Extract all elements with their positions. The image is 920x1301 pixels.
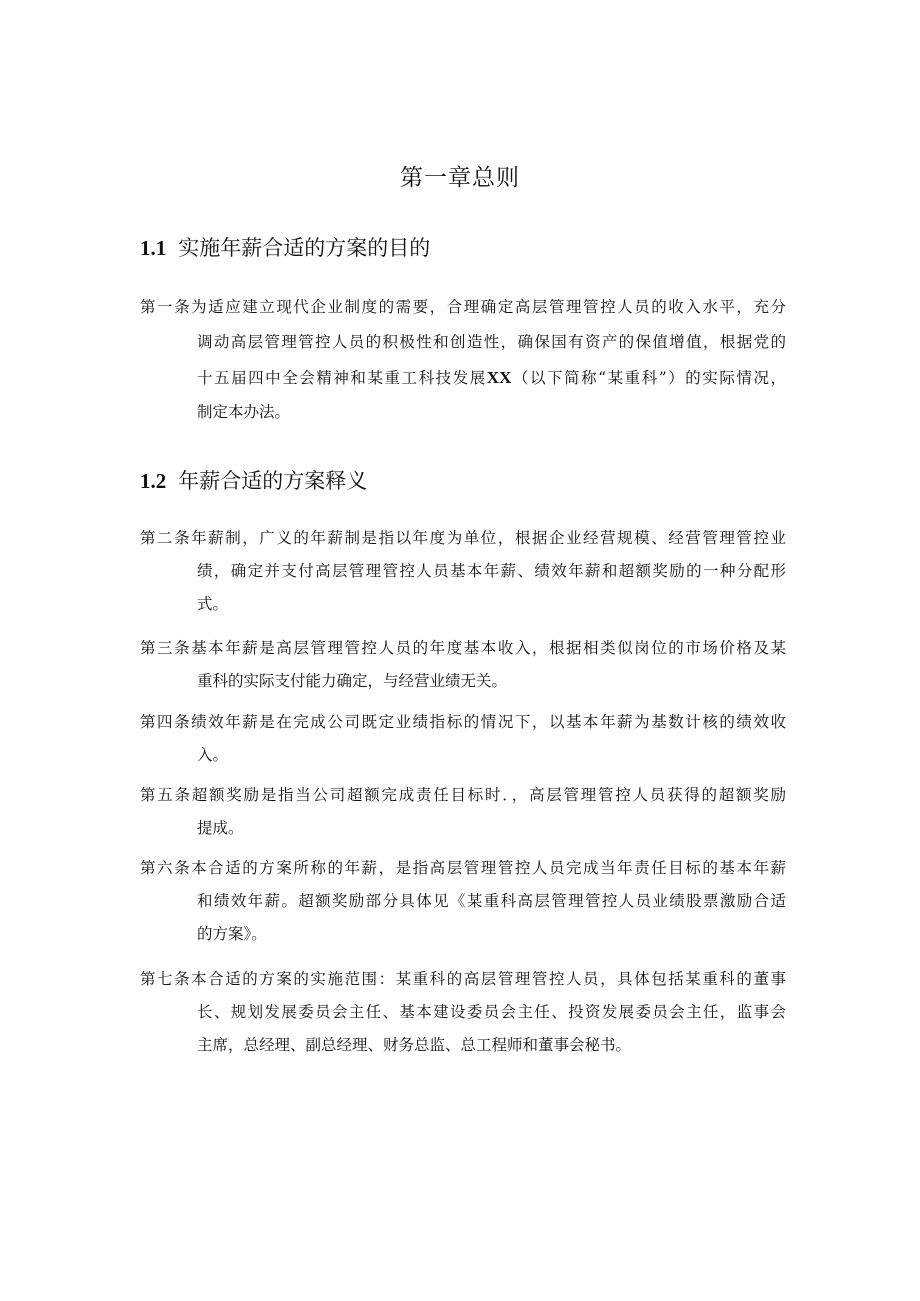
- section-heading-1-1: [140, 232, 430, 264]
- article-line: 主席，总经理、副总经理、财务总监、总工程师和董事会秘书。: [197, 1036, 632, 1054]
- article-line: 第四条绩效年薪是在完成公司既定业绩指标的情况下，以基本年薪为基数计核的绩效收: [140, 713, 786, 731]
- section-title: 实施年薪合适的方案的目的: [178, 236, 431, 260]
- article-line: 第一条为适应建立现代企业制度的需要，合理确定高层管理管控人员的收入水平，充分: [140, 298, 786, 316]
- article-line: 第二条年薪制，广义的年薪制是指以年度为单位，根据企业经营规模、经营管理管控业: [140, 529, 786, 547]
- section-number: 1.1: [140, 236, 167, 260]
- article-line-segment: 十五届四中全会精神和某重工科技发展: [197, 369, 487, 387]
- article-line: 提成。: [197, 819, 244, 837]
- article-line: 第七条本合适的方案的实施范围：某重科的高层管理管控人员，具体包括某重科的董事: [140, 970, 786, 988]
- article-1: [140, 290, 786, 430]
- article-line: 第三条基本年薪是高层管理管控人员的年度基本收入，根据相类似岗位的市场价格及某: [140, 639, 786, 657]
- article-line: 第六条本合适的方案所称的年薪，是指高层管理管控人员完成当年责任目标的基本年薪: [140, 859, 786, 877]
- section-title: 年薪合适的方案释义: [178, 469, 368, 493]
- article-line: 重科的实际支付能力确定，与经营业绩无关。: [197, 672, 508, 690]
- article-line: 入。: [197, 746, 229, 764]
- article-4: [140, 706, 786, 772]
- article-5: [140, 779, 786, 845]
- article-line: 第五条超额奖励是指当公司超额完成责任目标时．，高层管理管控人员获得的超额奖励: [140, 786, 786, 804]
- section-number: 1.2: [140, 469, 167, 493]
- article-line: 和绩效年薪。超额奖励部分具体见《某重科高层管理管控人员业绩股票激励合适: [197, 892, 786, 910]
- article-line: 的方案》。: [197, 925, 267, 943]
- article-3: [140, 632, 786, 698]
- article-line: 制定本办法。: [197, 403, 291, 421]
- article-line: 绩，确定并支付高层管理管控人员基本年薪、绩效年薪和超额奖励的一种分配形: [197, 562, 786, 580]
- company-placeholder: XX: [486, 368, 512, 387]
- article-line: 式。: [197, 595, 229, 613]
- article-line: [140, 360, 786, 395]
- article-6: [140, 852, 786, 951]
- article-7: [140, 963, 786, 1062]
- article-line: 调动高层管理管控人员的积极性和创造性，确保国有资产的保值增值，根据党的: [197, 333, 786, 351]
- section-heading-1-2: [140, 465, 367, 497]
- article-line: 长、规划发展委员会主任、基本建设委员会主任、投资发展委员会主任，监事会: [197, 1003, 786, 1021]
- chapter-title: 第一章总则: [400, 165, 520, 191]
- article-2: [140, 522, 786, 621]
- article-line-segment: （以下简称“某重科”）的实际情况，: [511, 369, 786, 387]
